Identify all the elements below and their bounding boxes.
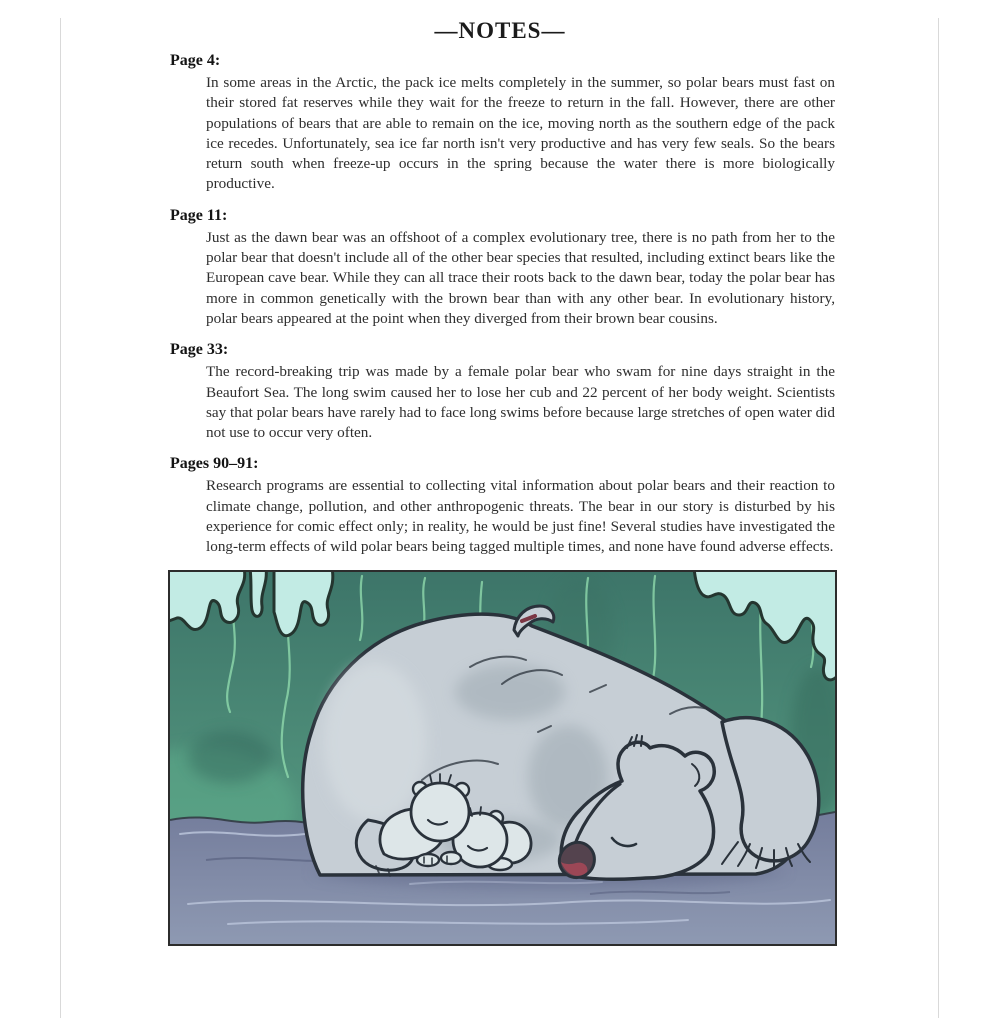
page-edge-left	[60, 18, 61, 1018]
notes-page	[0, 18, 1000, 1018]
note-heading: Page 4:	[170, 52, 221, 69]
note-body: Research programs are essential to collecting vital information about polar bears and their reaction to climate change, pollution, and other anthropogenic threats. The bear in our story is disturbed by his experience for comic effect only; in reality, he would be just fine! Several studies have investigated the long-term effects of wild polar bears being tagged multiple times, and none have found adverse effects.	[206, 477, 835, 556]
note-heading: Pages 90–91:	[170, 455, 259, 473]
note-section-page-4	[170, 52, 835, 195]
note-section-page-33	[170, 341, 835, 443]
note-section-pages-90-91	[170, 455, 835, 557]
note-body: In some areas in the Arctic, the pack ice melts completely in the summer, so polar bears must fast on their stored fat reserves while they wait for the freeze to return in the fall. However, there are other populations of bears that are able to remain on the ice, moving north as the southern edge of the pack ice recedes. Unfortunately, sea ice far north isn't very productive and has very few seals. So the bears return south when freeze-up occurs in the spring because the water there is more biologically productive.	[206, 74, 835, 193]
note-heading: Page 11:	[170, 206, 228, 224]
polar-bear-cave-illustration	[168, 570, 837, 946]
page-edge-right	[938, 18, 939, 1018]
note-body: Just as the dawn bear was an offshoot of a complex evolutionary tree, there is no path from her to the polar bear that doesn't include all of the other bear species that resulted, including extinct bears like the European cave bear. While they can all trace their roots back to the dawn bear, today the polar bear has more in common genetically with the brown bear than with any other bear. In evolutionary history, polar bears appeared at the point when they diverged from their brown bear cousins.	[206, 228, 835, 327]
notes-list	[170, 52, 835, 558]
illustration-svg	[170, 572, 835, 944]
note-body: The record-breaking trip was made by a female polar bear who swam for nine days straight in the Beaufort Sea. The long swim caused her to lose her cub and 22 percent of her body weight. Scientists say that polar bears have rarely had to face long swims before because large stretches of open water did not use to occur very often.	[206, 363, 835, 442]
page-title: —NOTES—	[434, 18, 566, 43]
note-section-page-11	[170, 207, 835, 329]
note-heading: Page 33:	[170, 341, 229, 359]
